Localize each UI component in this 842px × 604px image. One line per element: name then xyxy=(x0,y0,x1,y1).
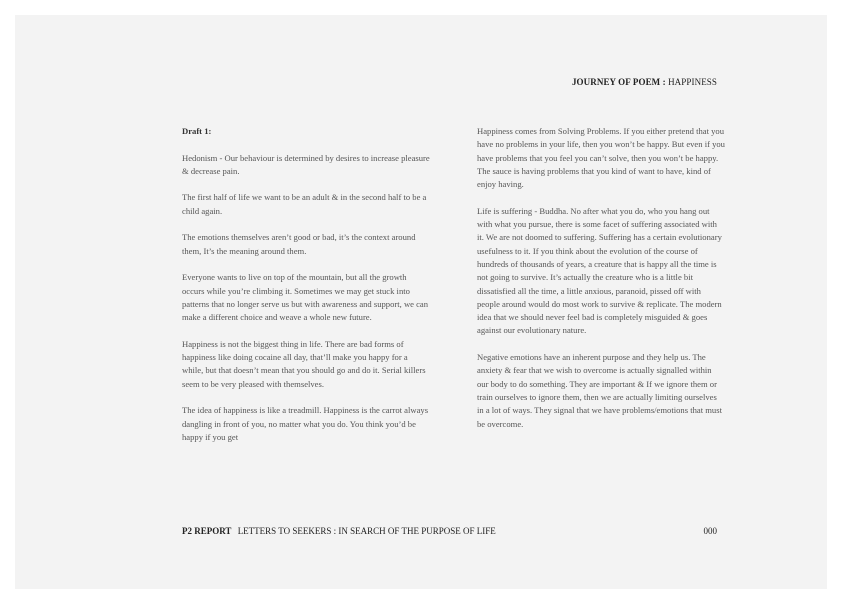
paragraph-solving-problems: Happiness comes from Solving Problems. If you either pretend that you have no problems in your life, then you won’t be happy. But even if you have problems that you feel you can’t solve, then you won’t be happy. The sauce is having problems that you kind of want to have, kind of enjoy having. xyxy=(477,126,725,190)
paragraph-mountain: Everyone wants to live on top of the mountain, but all the growth occurs while you’re climbing it. Sometimes we may get stuck into patterns that no longer serve us but with awareness and support, we can make a different choice and weave a whole new future. xyxy=(182,272,429,323)
footer-report-label: P2 REPORT xyxy=(182,526,232,536)
header-title-strong: JOURNEY OF POEM : xyxy=(571,77,666,87)
page-number: 000 xyxy=(703,526,717,536)
paragraph-negative-emotions: Negative emotions have an inherent purpose and they help us. The anxiety & fear that we wish to overcome is actually signalled within our body to do something. They are important & If we ignore them or train ourselves to ignore them, then we are actually limiting ourselves in a lot of ways. They signal that we have problems/emotions that must be overcome. xyxy=(477,352,722,429)
left-column xyxy=(182,125,430,457)
paragraph-treadmill: The idea of happiness is like a treadmill. Happiness is the carrot always dangling in front of you, no matter what you do. You think you’d be happy if you get xyxy=(182,405,429,442)
header-title-rest: HAPPINESS xyxy=(665,77,717,87)
report-page xyxy=(15,15,827,589)
page-footer xyxy=(182,526,717,536)
paragraph-emotions-context: The emotions themselves aren’t good or bad, it’s the context around them, It’s the meaning around them. xyxy=(182,232,416,256)
paragraph-happiness-not-biggest: Happiness is not the biggest thing in life. There are bad forms of happiness like doing cocaine all day, that’ll make you happy for a while, but that doesn’t mean that you should go and do it. Serial killers seem to be very pleased with themselves. xyxy=(182,338,426,389)
footer-subtitle: LETTERS TO SEEKERS : IN SEARCH OF THE PURPOSE OF LIFE xyxy=(237,526,496,536)
paragraph-life-is-suffering: Life is suffering - Buddha. No after what you do, who you hang out with what you pursue, there is some facet of suffering associated with it. We are not doomed to suffering. Suffering has a certain evolutionary usefulness to it. If you think about the evolution of the course of hundreds of thousands of years, a creature that is happy all the time is not going to survive. It’s actually the creature who is a little bit dissatisfied all the time, a little anxious, paranoid, pissed off with people around would do most work to survive & replicate. The modern idea that we should never feel bad is completely misguided & goes against our evolutionary nature. xyxy=(477,205,722,336)
paragraph-life-halves: The first half of life we want to be an adult & in the second half to be a child again. xyxy=(182,192,427,216)
right-column xyxy=(477,125,725,444)
page-header xyxy=(572,77,717,87)
paragraph-hedonism: Hedonism - Our behaviour is determined by desires to increase pleasure & decrease pain. xyxy=(182,152,430,176)
draft-title: Draft 1: xyxy=(182,126,212,136)
